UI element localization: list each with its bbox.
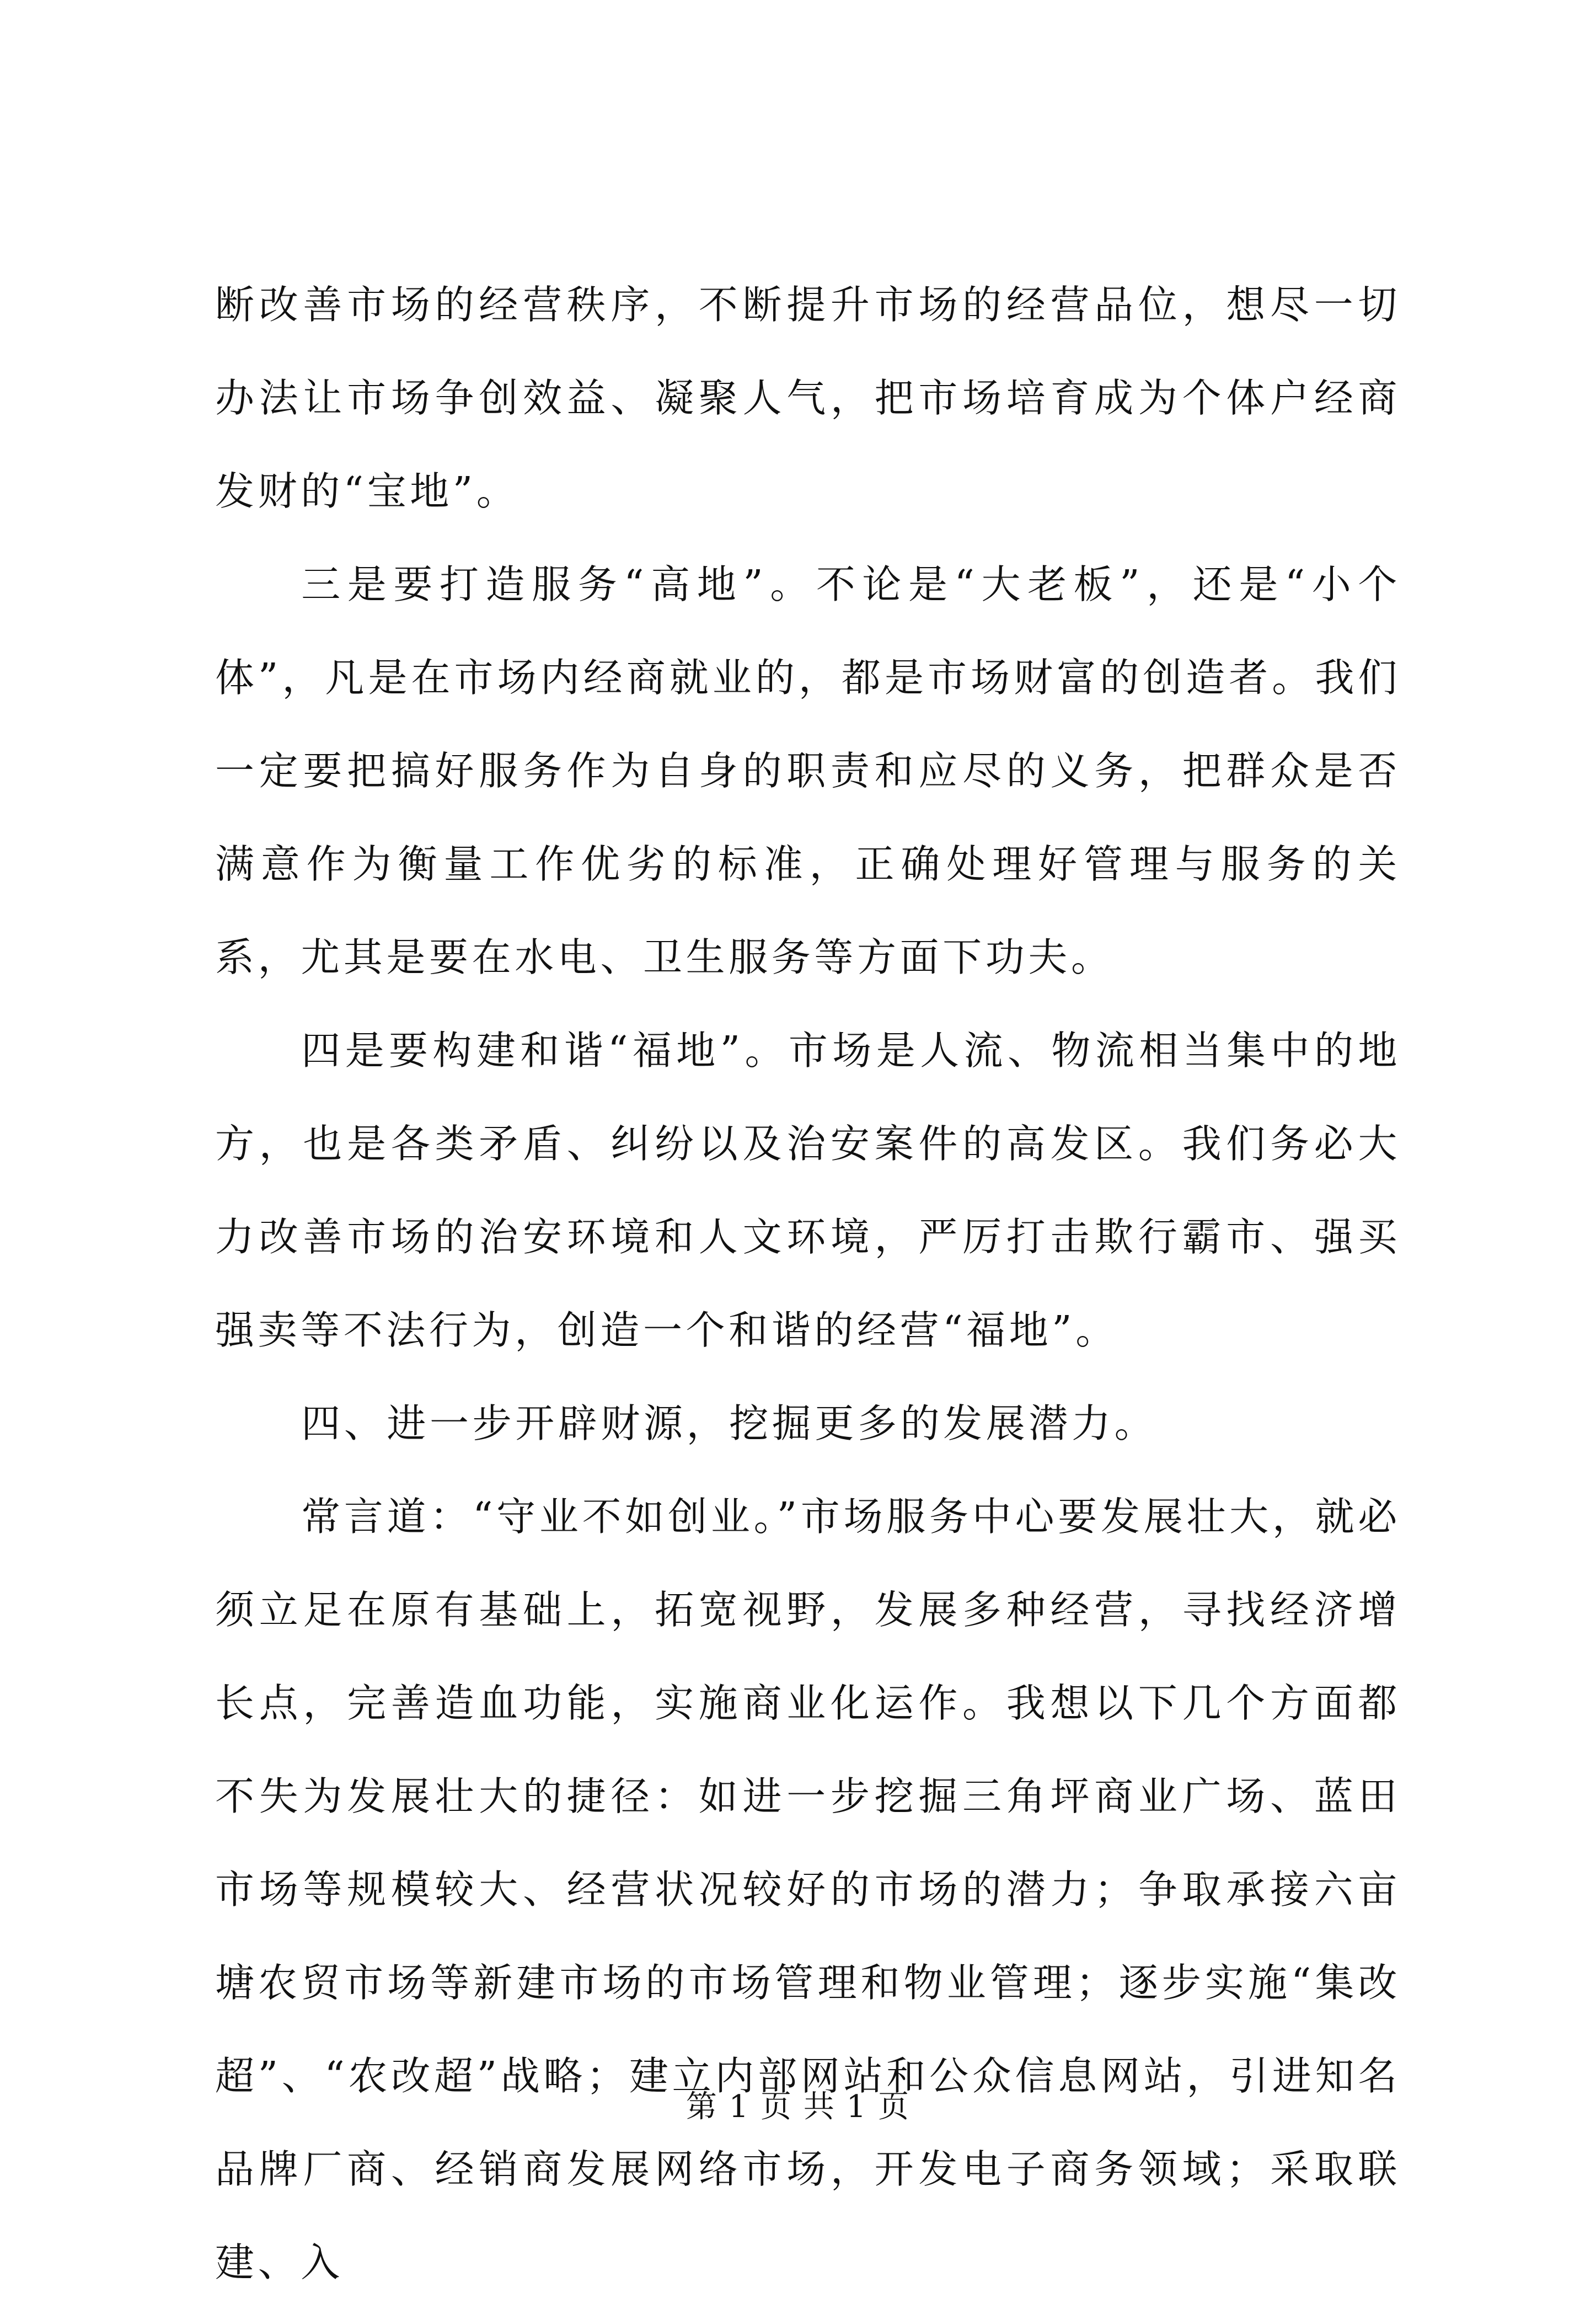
paragraph-service-highland: 三是要打造服务“高地”。不论是“大老板”，还是“小个体”，凡是在市场内经商就业的，都是市场财富的创造者。我们一定要把搞好服务作为自身的职责和应尽的义务，把群众是否满意作为衡量工作优劣的标准，正确处理好管理与服务的关系，尤其是要在水电、卫生服务等方面下功夫。 xyxy=(215,562,1401,980)
page-footer: 第 1 页 共 1 页 xyxy=(685,2089,911,2125)
section-heading-four: 四、进一步开辟财源，挖掘更多的发展潜力。 xyxy=(301,1401,1158,1446)
paragraph-development: 常言道：“守业不如创业。”市场服务中心要发展壮大，就必须立足在原有基础上，拓宽视野，发展多种经营，寻找经济增长点，完善造血功能，实施商业化运作。我想以下几个方面都不失为发展壮大的捷径：如进一步挖掘三角坪商业广场、蓝田市场等规模较大、经营状况较好的市场的潜力；争取承接六亩塘农贸市场等新建市场的市场管理和物业管理；逐步实施“集改超”、“农改超”战略；建立内部网站和公众信息网站，引进知名品牌厂商、经销商发展网络市场，开发电子商务领域；采取联建、入 xyxy=(215,1494,1401,2285)
paragraph-continuation: 断改善市场的经营秩序，不断提升市场的经营品位，想尽一切办法让市场争创效益、凝聚人气，把市场培育成为个体户经商发财的“宝地”。 xyxy=(215,282,1401,514)
document-body xyxy=(215,258,1401,2309)
paragraph-harmony-land: 四是要构建和谐“福地”。市场是人流、物流相当集中的地方，也是各类矛盾、纠纷以及治安案件的高发区。我们务必大力改善市场的治安环境和人文环境，严厉打击欺行霸市、强买强卖等不法行为，创造一个和谐的经营“福地”。 xyxy=(215,1028,1401,1353)
